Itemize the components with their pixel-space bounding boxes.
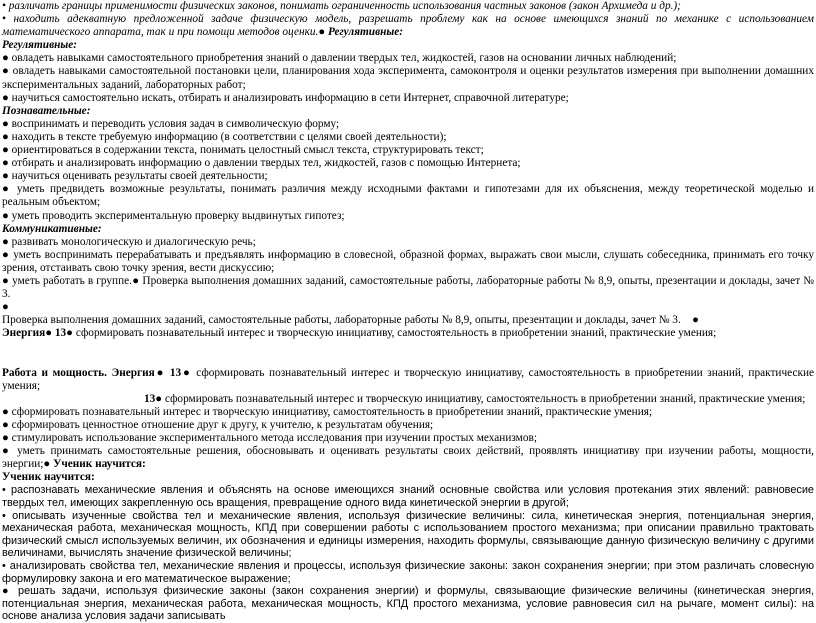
cognitive-item: ● отбирать и анализировать информацию о давлении твердых тел, жидкостей, газов с помощью Интернета; (2, 157, 521, 170)
cognitive-item: ● уметь предвидеть возможные результаты, понимать различия между исходными фактами и гипотезами для их объяснения, между теоретической моделью и реальным объектом; (2, 183, 814, 209)
power-line-2-num: 13 (144, 392, 156, 405)
communicative-item: ● уметь воспринимать перерабатывать и предъявлять информацию в словесной, образной формах, выражать свои мысли, слушать собеседника, принимать его точку зрения, отстаивать свою точку зрения, вести дискуссию; (2, 248, 814, 274)
cognitive-item: ● научиться оценивать результаты своей деятельности; (2, 170, 268, 183)
cognitive-heading: Познавательные: (2, 104, 91, 117)
cognitive-item: ● уметь проводить экспериментальную проверку выдвинутых гипотез; (2, 209, 345, 222)
blank-line (2, 340, 814, 353)
student-item: • распознавать механические явления и объяснять на основе имеющихся знаний основные свойства или условия протекания этих явлений: равновесие твердых тел, имеющих закрепленную ось вращения, превращение одного вида кинетической энергии в другой; (2, 484, 814, 510)
student-heading: Ученик научится: (2, 471, 95, 484)
goal-item: ● сформировать познавательный интерес и творческую инициативу, самостоятельность в приобретении знаний, практические умения; (2, 405, 653, 418)
regulatory-item: ● овладеть навыками самостоятельного приобретения знаний о давлении твердых тел, жидкостей, газов на основании личных наблюдений; (2, 52, 677, 65)
goal-tail: ● Ученик научится: (43, 458, 146, 471)
document-page (2, 0, 814, 623)
cognitive-item: ● находить в тексте требуемую информацию (в соответствии с целями своей деятельности); (2, 130, 447, 143)
regulatory-item: ● научиться самостоятельно искать, отбирать и анализировать информацию в сети Интернет, справочной литературе; (2, 91, 569, 104)
top-line-2 (2, 13, 814, 39)
energy-rest: ● сформировать познавательный интерес и творческую инициативу, самостоятельность в приобретении знаний, практические умения; (66, 327, 717, 340)
power-rest: ● сформировать познавательный интерес и творческую инициативу, самостоятельность в приобретении знаний, практические умения; (2, 366, 815, 392)
top-line-2-text: • находить адекватную предложенной задаче физическую модель, разрешать проблему как на основе имеющихся знаний по механике с использованием математического аппарата, так и при помощи методов оценки. (2, 13, 814, 39)
energy-label: Энергия (2, 327, 46, 340)
communicative-group-line (2, 275, 814, 301)
power-line-2 (2, 393, 814, 406)
communicative-heading: Коммуникативные: (2, 222, 102, 235)
group-text: ● уметь работать в группе. (2, 274, 132, 287)
student-item: • анализировать свойства тел, механические явления и процессы, используя физические законы: закон сохранения энергии; при этом различать словесную формулировку закона и его математическое выражение; (2, 560, 814, 585)
goal-item: ● сформировать ценностное отношение друг к другу, к учителю, к результатам обучения; (2, 419, 434, 431)
power-title: Работа и мощность. Энергия (2, 366, 155, 379)
regulatory-heading: Регулятивные: (2, 39, 78, 52)
energy-num: ● 13 (45, 327, 67, 340)
power-num: ● 13 (154, 366, 182, 379)
student-item: • описывать изученные свойства тел и механические явления, используя физические величины: сила, кинетическая энергия, потенциальная энергия, механическая работа, механическая мощность, КПД при совершении работы с использованием простого механизма; при описании правильно трактовать физический смысл используемых величин, их обозначения и единицы измерения, находить формулы, связывающие данную физическую величину с другими величинами, вычислять значение физической величины; (2, 509, 814, 560)
top-line-2-tail: ● Регулятивные: (318, 26, 404, 39)
student-item: ● решать задачи, используя физические законы (закон сохранения энергии) и формулы, связывающие физические величины (кинетическая энергия, потенциальная энергия, механическая работа, механическая мощность, КПД простого механизма, условие равновесия сил на рычаге, момент силы): на основе анализа условия задачи записывать (2, 585, 814, 623)
top-line-1: • различать границы применимости физических законов, понимать ограниченность использования частных законов (закон Архимеда и др.); (2, 0, 681, 12)
check-text: Проверка выполнения домашних заданий, самостоятельные работы, лабораторные работы № 8,9, опыты, презентации и доклады, зачет № 3. (2, 314, 681, 327)
goal-item (2, 445, 814, 471)
cognitive-item: ● воспринимать и переводить условия задач в символическую форму; (2, 117, 340, 130)
cognitive-item: ● ориентироваться в содержании текста, понимать целостный смысл текста, структурировать текст; (2, 144, 484, 157)
check-line (2, 314, 814, 327)
group-bullet: ● (2, 301, 9, 314)
goal-item: ● стимулировать использование экспериментального метода исследования при изучении простых механизмов; (2, 432, 537, 445)
energy-line (2, 327, 814, 340)
communicative-item: ● развивать монологическую и диалогическую речь; (2, 235, 256, 248)
power-line-2-rest: ● сформировать познавательный интерес и творческую инициативу, самостоятельность в приобретении знаний, практические умения; (155, 392, 806, 405)
goal-item-text: ● уметь принимать самостоятельные решения, обосновывать и оценивать результаты своих действий, проявлять инициативу при изучении работы, мощности, энергии; (2, 445, 814, 471)
power-line (2, 367, 814, 393)
blank-line (2, 354, 814, 367)
regulatory-item: ● овладеть навыками самостоятельной постановки цели, планирования хода эксперимента, самоконтроля и оценки результатов измерения при выполнении домашних экспериментальных заданий, лабораторных работ; (2, 65, 814, 91)
check-bullet: ● (692, 314, 699, 327)
group-tail: ● Проверка выполнения домашних заданий, самостоятельные работы, лабораторные работы № 8,9, опыты, презентации и доклады, зачет № 3. (2, 274, 814, 301)
